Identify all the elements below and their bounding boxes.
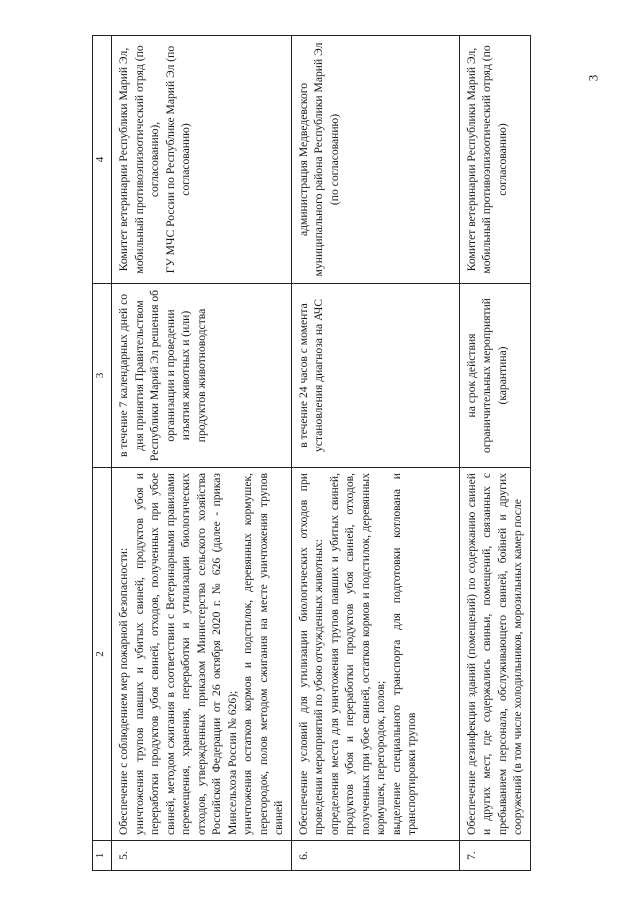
executor-paragraph: администрация Медведевского муниципального района Республики Марий Эл (по согласованию) — [296, 42, 341, 277]
row-number: 5. — [112, 841, 292, 871]
table-row — [459, 36, 530, 871]
term-cell: на срок действия ограничительных мероприятий (карантина) — [459, 284, 530, 468]
executor-paragraph: Комитет ветеринарии Республики Марий Эл, мобильный противоэпизоотический отряд (по согласованию), — [117, 45, 161, 274]
executor-cell — [459, 36, 530, 284]
measure-paragraph: определения места для уничтожения трупов павших и убитых свиней, продуктов убоя и переработки продуктов убоя свиней, отходов, полученных при убое свиней, остатков кормов и подстилок, деревянных кормушек, перегородок, полов; — [327, 473, 387, 835]
measure-paragraph: уничтожения трупов павших и убитых свиней, продуктов убоя и переработки продуктов убоя свиней, отходов, полученных при убое свиней, методом сжигания в соответствии с Ветеринарными правилами перемещения, хранения, переработки и утилизации биологических отходов, утвержденных приказом Министерства сельского хозяйства Российской Федерации от 26 октября 2020 г. № 626 (далее - приказ Минсельхоза России № 626); — [132, 473, 239, 835]
measure-paragraph: Обеспечение с соблюдением мер пожарной безопасности: — [117, 547, 130, 835]
measure-paragraph: Обеспечение дезинфекции зданий (помещений) по содержанию свиней и других мест, где содержались свиньи, помещений, связанных с пребыванием персонала, обслуживающего свиней, бойней и других сооружений (в том числе холодильников, морозильных камер после — [464, 473, 524, 835]
table-row — [291, 36, 459, 871]
table-row — [112, 36, 292, 871]
header-col-1: 1 — [93, 841, 112, 871]
measure-paragraph: выделение специального транспорта для подготовки котлована и транспортировки трупов — [389, 473, 418, 835]
row-number: 6. — [291, 841, 459, 871]
measure-cell — [459, 468, 530, 841]
header-col-2: 2 — [93, 468, 112, 841]
measure-paragraph: Обеспечение условий для утилизации биологических отходов при проведении мероприятий по убою отчужденных животных: — [296, 473, 325, 835]
executor-paragraph: Комитет ветеринарии Республики Марий Эл, мобильный противоэпизоотический отряд (по согласованию) — [464, 45, 509, 274]
term-cell: в течение 24 часов с момента установления диагноза на АЧС — [291, 284, 459, 468]
page-number: 3 — [585, 74, 601, 82]
measure-cell — [112, 468, 292, 841]
rotated-table-container — [92, 36, 580, 871]
table-header-row — [93, 36, 112, 871]
row-number: 7. — [459, 841, 530, 871]
executor-paragraph: ГУ МЧС России по Республике Марий Эл (по согласованию) — [163, 45, 192, 274]
header-col-3: 3 — [93, 284, 112, 468]
measures-table — [92, 35, 531, 871]
term-cell: в течение 7 календарных дней со дня принятия Правительством Республики Марий Эл решения об организации и проведении изъятия животных и (или) продуктов животноводства — [112, 284, 292, 468]
measure-cell — [291, 468, 459, 841]
measure-paragraph: уничтожения остатков кормов и подстилок, деревянных кормушек, перегородок, полов методом сжигания на месте уничтожения трупов свиней — [241, 473, 285, 835]
header-col-4: 4 — [93, 36, 112, 284]
executor-cell — [291, 36, 459, 284]
executor-cell — [112, 36, 292, 284]
